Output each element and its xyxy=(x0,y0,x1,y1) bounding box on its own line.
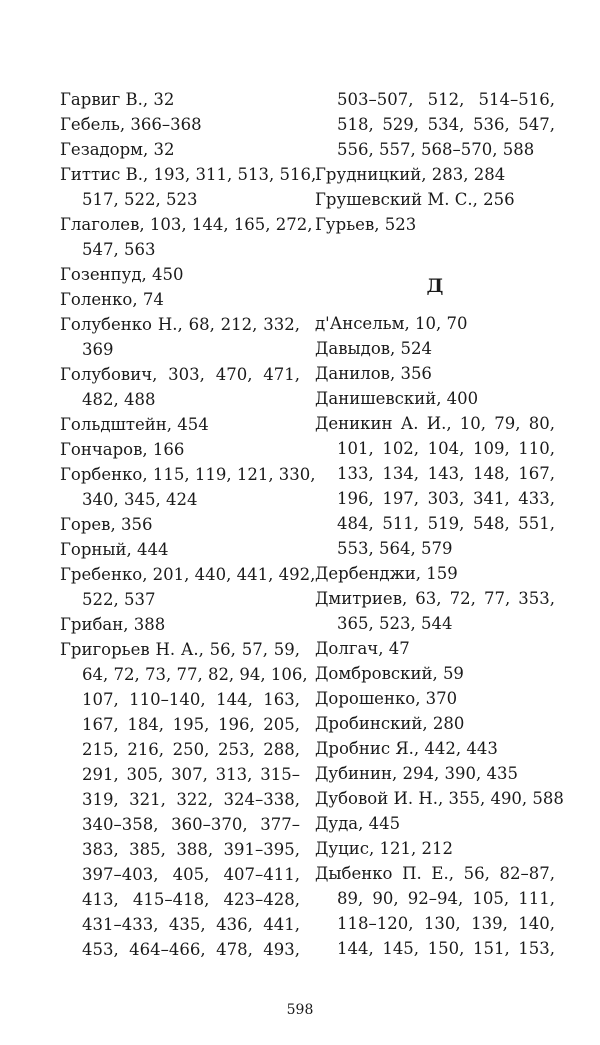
index-entry-continuation-line: 517, 522, 523 xyxy=(82,190,198,209)
index-entry xyxy=(60,537,300,562)
index-entry-line: Гурьев, 523 xyxy=(315,215,417,234)
index-entries-d xyxy=(315,311,564,961)
index-entry xyxy=(315,311,555,336)
index-entry-line: Гозенпуд, 450 xyxy=(60,265,184,284)
index-entry-line: Гезадорм, 32 xyxy=(60,140,175,159)
index-entry-line: Домбровский, 59 xyxy=(315,664,464,683)
index-column-right xyxy=(315,87,564,961)
index-entry-line: Гончаров, 166 xyxy=(60,440,185,459)
index-entry xyxy=(60,162,317,212)
index-entry xyxy=(315,861,555,961)
index-entry xyxy=(60,362,300,412)
index-entry-line: Дубовой И. Н., 355, 490, 588 xyxy=(315,789,564,808)
index-entry-continuation-line: 431–433, 435, 436, 441, xyxy=(82,915,300,934)
index-entry-continuation-line: 369 xyxy=(82,340,114,359)
index-entry-line: Грудницкий, 283, 284 xyxy=(315,165,506,184)
index-entry-continuation-line: 413, 415–418, 423–428, xyxy=(82,890,300,909)
index-entry xyxy=(315,736,555,761)
index-entry-line: Дуцис, 121, 212 xyxy=(315,839,453,858)
index-entry xyxy=(60,262,300,287)
index-entry xyxy=(60,137,300,162)
index-entry-continuation-line: 397–403, 405, 407–411, xyxy=(82,865,300,884)
index-entry-line: Григорьев Н. А., 56, 57, 59, xyxy=(60,640,300,659)
index-entry-continuation-line: 101, 102, 104, 109, 110, xyxy=(337,439,555,458)
section-heading-letter: Д xyxy=(426,275,444,297)
index-entry-line: Деникин А. И., 10, 79, 80, xyxy=(315,414,555,433)
index-entry-continuation-line: 118–120, 130, 139, 140, xyxy=(337,914,555,933)
index-entry xyxy=(60,512,300,537)
index-entry xyxy=(315,561,555,586)
index-entry-line: Голубенко Н., 68, 212, 332, xyxy=(60,315,300,334)
index-entry-line: Дорошенко, 370 xyxy=(315,689,458,708)
index-entry-continuation-line: 319, 321, 322, 324–338, xyxy=(82,790,300,809)
index-entry xyxy=(315,386,555,411)
index-entry-line: Горбенко, 115, 119, 121, 330, xyxy=(60,465,316,484)
index-entry-line: Данилов, 356 xyxy=(315,364,432,383)
index-entry-continuation-line: 89, 90, 92–94, 105, 111, xyxy=(337,889,555,908)
index-entry-line: Голубович, 303, 470, 471, xyxy=(60,365,300,384)
index-entry xyxy=(60,312,300,362)
index-entry-continuation-line: 453, 464–466, 478, 493, xyxy=(82,940,300,959)
index-entry-continuation-line: 64, 72, 73, 77, 82, 94, 106, xyxy=(82,665,308,684)
index-entry-continuation-line: 503–507, 512, 514–516, xyxy=(337,90,555,109)
index-entry xyxy=(60,462,316,512)
index-entry-line: Гребенко, 201, 440, 441, 492, xyxy=(60,565,316,584)
index-entry-line: Дробнис Я., 442, 443 xyxy=(315,739,498,758)
index-entry-line: Глаголев, 103, 144, 165, 272, xyxy=(60,215,313,234)
index-entry-continuation-line: 484, 511, 519, 548, 551, xyxy=(337,514,555,533)
index-entry-continuation-line: 215, 216, 250, 253, 288, xyxy=(82,740,300,759)
index-entry-line: Дыбенко П. Е., 56, 82–87, xyxy=(315,864,555,883)
index-entry-continuation-line: 553, 564, 579 xyxy=(337,539,453,558)
index-entry-line: Дробинский, 280 xyxy=(315,714,465,733)
index-entry xyxy=(315,711,555,736)
index-entry xyxy=(315,212,555,237)
index-entry-continuation-line: 107, 110–140, 144, 163, xyxy=(82,690,300,709)
index-entry xyxy=(60,412,300,437)
index-entry-line: Грушевский М. С., 256 xyxy=(315,190,515,209)
index-entry xyxy=(60,637,308,962)
index-entry xyxy=(315,661,555,686)
index-entry-line: Грибан, 388 xyxy=(60,615,166,634)
index-entry-continuation-line: 167, 184, 195, 196, 205, xyxy=(82,715,300,734)
index-entry xyxy=(315,636,555,661)
index-entry xyxy=(60,212,313,262)
index-entry xyxy=(60,87,300,112)
index-entry-continuation-line: 556, 557, 568–570, 588 xyxy=(337,140,535,159)
index-entry xyxy=(315,187,555,212)
index-entry-line: д'Ансельм, 10, 70 xyxy=(315,314,468,333)
page-number: 598 xyxy=(286,1002,314,1018)
index-entry-line: Гольдштейн, 454 xyxy=(60,415,209,434)
index-entry-line: Дмитриев, 63, 72, 77, 353, xyxy=(315,589,555,608)
index-entry-continuation-line: 133, 134, 143, 148, 167, xyxy=(337,464,555,483)
index-entry xyxy=(315,586,555,636)
index-entry xyxy=(60,287,300,312)
index-entry xyxy=(315,162,555,187)
index-entry-line: Дуда, 445 xyxy=(315,814,401,833)
index-entry-line: Долгач, 47 xyxy=(315,639,410,658)
index-entry-continuation-line: 144, 145, 150, 151, 153, xyxy=(337,939,555,958)
index-entry-line: Дербенджи, 159 xyxy=(315,564,458,583)
index-entry-line: Гебель, 366–368 xyxy=(60,115,202,134)
index-entry xyxy=(315,836,555,861)
index-entry-line: Давыдов, 524 xyxy=(315,339,433,358)
index-entry-continuation-line: 340, 345, 424 xyxy=(82,490,198,509)
index-entry xyxy=(60,612,300,637)
index-entry xyxy=(315,411,555,561)
index-entry-line: Дубинин, 294, 390, 435 xyxy=(315,764,518,783)
index-entry xyxy=(315,761,555,786)
index-entries-g-continued xyxy=(315,87,555,237)
index-entry-line: Гарвиг В., 32 xyxy=(60,90,175,109)
index-entry-continuation-line: 365, 523, 544 xyxy=(337,614,453,633)
index-entry-continuation-line: 340–358, 360–370, 377– xyxy=(82,815,300,834)
index-column-left xyxy=(60,87,317,962)
index-entry xyxy=(315,336,555,361)
index-entry-continuation-line: 518, 529, 534, 536, 547, xyxy=(337,115,555,134)
index-entry xyxy=(315,811,555,836)
index-entry xyxy=(315,87,555,162)
index-entry-continuation-line: 196, 197, 303, 341, 433, xyxy=(337,489,555,508)
index-entry-line: Горев, 356 xyxy=(60,515,153,534)
index-entry xyxy=(315,786,564,811)
index-entry-continuation-line: 291, 305, 307, 313, 315– xyxy=(82,765,300,784)
index-entry-line: Данишевский, 400 xyxy=(315,389,479,408)
index-entry xyxy=(315,361,555,386)
index-entry-continuation-line: 383, 385, 388, 391–395, xyxy=(82,840,300,859)
index-entry-continuation-line: 547, 563 xyxy=(82,240,156,259)
index-entry-line: Гиттис В., 193, 311, 513, 516, xyxy=(60,165,317,184)
index-entry-line: Голенко, 74 xyxy=(60,290,164,309)
index-entry-continuation-line: 522, 537 xyxy=(82,590,156,609)
index-entry xyxy=(60,437,300,462)
index-entry-continuation-line: 482, 488 xyxy=(82,390,156,409)
index-entry xyxy=(315,686,555,711)
index-entry xyxy=(60,562,316,612)
index-entry-line: Горный, 444 xyxy=(60,540,169,559)
index-entry xyxy=(60,112,300,137)
